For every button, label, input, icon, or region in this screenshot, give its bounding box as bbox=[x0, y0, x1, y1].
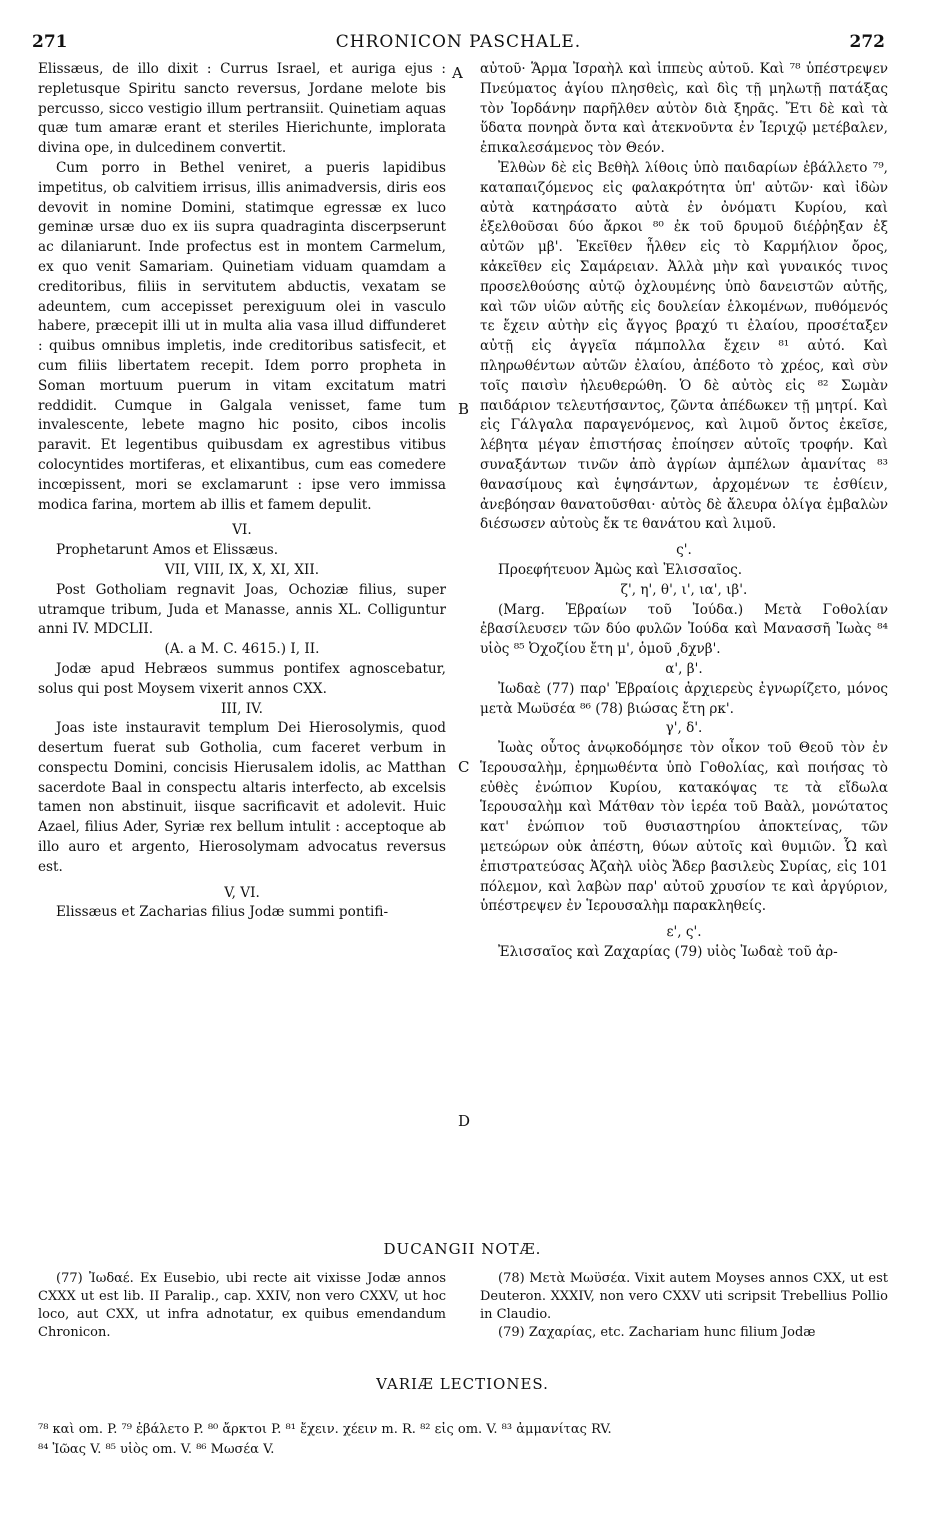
margin-mark-c: C bbox=[458, 758, 470, 776]
section-text: Prophetarunt Amos et Elissæus. bbox=[56, 542, 279, 559]
latin-paragraph: Elissæus, de illo dixit : Currus Israel, et auriga ejus : repletusque Spiritu sancto reversus, Jordane melote bis percusso, sicco vestigio illum pertransiit. Quinetiam aquas quæ tum amaræ erant et steriles Hierichunte, implorata divina ope, in dulcedinem convertit. bbox=[38, 61, 446, 157]
greek-paragraph: αὐτοῦ· Ἅρμα Ἰσραὴλ καὶ ἱππεὺς αὐτοῦ. Καὶ ⁷⁸ ὑπέστρεψεν Πνεύματος ἁγίου πλησθεὶς, καὶ δὶς τῇ μηλωτῇ πατάξας τὸν Ἰορδάνην παρῆλθεν αὐτὸν διὰ ξηρᾶς. Ἔτι δὲ καὶ τὰ ὕδατα πονηρὰ ὄντα καὶ ἀτεκνοῦντα ἐν Ἱεριχῷ μετέβαλεν, ἐπικαλεσάμενος τὸν Θεόν. bbox=[480, 61, 888, 157]
greek-column bbox=[480, 60, 888, 963]
section-heading: ς'. bbox=[676, 542, 692, 559]
page-header bbox=[32, 28, 885, 56]
variae-line: ⁷⁸ καὶ om. P. ⁷⁹ ἐβάλετο P. ⁸⁰ ἄρκτοι P. ⁸¹ ἔχειν. χέειν m. R. ⁸² εἰς om. V. ⁸³ ἀμμανίτας RV. bbox=[38, 1422, 612, 1437]
section-heading: (A. a M. C. 4615.) I, II. bbox=[164, 641, 320, 658]
latin-paragraph: Joas iste instauravit templum Dei Hierosolymis, quod desertum fuerat sub Gotholia, cum faceret verbum in conspectu Domini, concisis Hierusalem idolis, ac Matthan sacerdote Baal in conspectu altaris interfecto, ab excelsis tamen non abstinuit, iisque sacrificavit et adolevit. Huic Azael, filius Ader, Syriæ rex bellum intulit : acceptoque ab illo auro et argento, Hierosolymam advocatus reversus est. bbox=[38, 720, 446, 875]
section-heading: V, VI. bbox=[224, 884, 260, 901]
section-heading: γ', δ'. bbox=[665, 720, 703, 737]
section-heading: ζ', η', θ', ι', ια', ιβ'. bbox=[620, 581, 748, 598]
footnote-right bbox=[480, 1270, 888, 1342]
greek-paragraph: Ἐλθὼν δὲ εἰς Βεθὴλ λίθοις ὑπὸ παιδαρίων ἐβάλλετο ⁷⁹, καταπαιζόμενος εἰς φαλακρότητα ὑπ' αὐτῶν· καὶ ἰδὼν αὐτὰ κατηράσατο αὐτὰ ἐν ὀνόματι Κυρίου, καὶ ἐξελθοῦσαι δύο ἄρκοι ⁸⁰ ἐκ τοῦ δρυμοῦ διέῤῥηξαν ἐξ αὐτῶν μβ'. Ἐκεῖθεν ἦλθεν εἰς τὸ Καρμήλιον ὄρος, κἀκεῖθεν εἰς Σαμάρειαν. Ἀλλὰ μὴν καὶ γυναικός τινος προσελθούσης αὐτῷ ὀχλουμένης ὑπὸ δανειστῶν αὐτῆς, καὶ τῶν υἱῶν αὐτῆς εἰς δουλείαν ἑλκομένων, πυθόμενός τε ἔχειν αὐτὴν εἰς ἄγγος βραχύ τι ἐλαίου, προσέταξεν αὐτῇ εἰς ἀγγεῖα πάμπολλα ἔχειν ⁸¹ αὐτό. Καὶ πληρωθέντων αὐτῶν ἐλαίου, ἀπέδοτο τὸ χρέος, καὶ σὺν τοῖς παισὶν ἠλευθερώθη. Ὁ δὲ αὐτὸς εἰς ⁸² Σωμὰν παιδάριον τελευτήσαντος, ζῶντα ἀπέδωκεν τῇ μητρί. Καὶ εἰς Γάλγαλα παραγενόμενος, καὶ λιμοῦ ὄντος ἐκεῖσε, λέβητα μέγαν ἐπιστήσας ἐποίησεν αὐτοῖς τροφήν. Καὶ συναξάντων τινῶν ἀπὸ ἀγρίων ἀμπέλων ἀμανίτας ⁸³ θανασίμους καὶ ἑψησάντων, ἀρχομένων τε ἐσθίειν, ἀνεβόησαν θανατοῦσθαι· αὐτὸς δὲ ἄλευρα ὀλίγα ἐμβαλὼν διέσωσεν αὐτοὺς ἔκ τε θανάτου καὶ λιμοῦ. bbox=[480, 159, 888, 533]
variae-line: ⁸⁴ Ἰῶας V. ⁸⁵ υἱὸς om. V. ⁸⁶ Μωσέα V. bbox=[38, 1442, 275, 1457]
notes-title: DUCANGII NOTÆ. bbox=[383, 1240, 542, 1258]
latin-paragraph: Cum porro in Bethel veniret, a pueris lapidibus impetitus, ob calvitiem irrisus, illis animadversis, diris eos devovit in nomine Domini, statimque egressæ ex luco geminæ ursæ duo ex iis supra quadraginta discerpserunt ac dilaniarunt. Inde profectus est in montem Carmelum, ex quo venit Samariam. Quinetiam viduam quamdam a creditoribus, filiis in servitutem abductis, vexatam se adeuntem, cum accepisset perexiguum olei in vasculo habere, præcepit illi ut in multa alia vasa illud diffunderet : quibus omnibus impletis, inde creditoribus satisfecit, et cum filiis libertatem recepit. Idem porro propheta in Soman mortuum puerum in vitam excitatum matri reddidit. Cumque in Galgala venisset, fame tum invalescente, lebete magno hic posito, cibos incolis paravit. Et legentibus quibusdam ex agrestibus vitibus colocyntides mortiferas, et elixantibus, cum eas comedere incœpissent, mori se exclamarunt : ipse vero immissa modica farina, mortem ab illis et famem depulit. bbox=[38, 159, 446, 513]
running-title: CHRONICON PASCHALE. bbox=[335, 32, 582, 52]
page-number-right: 272 bbox=[849, 32, 885, 52]
margin-mark-b: B bbox=[458, 400, 470, 418]
footnote-left bbox=[38, 1270, 446, 1342]
variae-lectiones bbox=[38, 1420, 885, 1460]
page-number-left: 271 bbox=[32, 32, 68, 52]
margin-mark-a: A bbox=[452, 64, 463, 82]
section-heading: ε', ς'. bbox=[666, 924, 702, 941]
latin-paragraph: Jodæ apud Hebræos summus pontifex agnoscebatur, solus qui post Moysem vixerit annos CXX. bbox=[38, 660, 446, 697]
footnote-77: (77) Ἰωδαέ. Ex Eusebio, ubi recte ait vixisse Jodæ annos CXXX ut est lib. II Paralip., cap. XXIV, non vero CXXV, ut hoc loco, aut CXX, ut infra adnotatur, ex quibus emendandum Chronicon. bbox=[38, 1271, 446, 1340]
greek-paragraph: Ἰωὰς οὗτος ἀνῳκοδόμησε τὸν οἶκον τοῦ Θεοῦ τὸν ἐν Ἱερουσαλὴμ, ἐρημωθέντα ὑπὸ Γοθολίας, καὶ ποιήσας τὸ εὐθὲς ἐνώπιον Κυρίου, κατακόψας τε τὰ εἴδωλα Ἱερουσαλὴμ καὶ Μάτθαν τὸν ἱερέα τοῦ Βαὰλ, μονώτατος κατ' ἐνώπιον τοῦ θυσιαστηρίου ἀποκτείνας, τῶν μετεώρων οὐκ ἀπέστη, θύων αὐτοῖς καὶ θυμιῶν. Ὧ καὶ ἐπιστρατεύσας Ἀζαὴλ υἱὸς Ἄδερ βασιλεὺς Συρίας, εἰς 101 πόλεμον, καὶ λαβὼν παρ' αὐτοῦ χρυσίον τε καὶ ἀργύριον, ὑπέστρεψεν ἐν Ἱερουσαλὴμ παρακληθείς. bbox=[480, 740, 888, 915]
greek-paragraph: (Marg. Ἑβραίων τοῦ Ἰούδα.) Μετὰ Γοθολίαν ἐβασίλευσεν τῶν δύο φυλῶν Ἰούδα καὶ Μανασσῆ Ἰωὰς ⁸⁴ υἱὸς ⁸⁵ Ὀχοζίου ἔτη μ', ὁμοῦ ͵δχνβ'. bbox=[480, 601, 888, 658]
latin-paragraph: Post Gotholiam regnavit Joas, Ochoziæ filius, super utramque tribum, Juda et Manasse, annis XL. Colliguntur anni IV. MDCLII. bbox=[38, 581, 446, 638]
section-heading: VII, VIII, IX, X, XI, XII. bbox=[164, 561, 320, 578]
section-heading: III, IV. bbox=[221, 700, 263, 717]
section-heading: VI. bbox=[232, 522, 252, 539]
greek-paragraph: Ἰωδαὲ (77) παρ' Ἑβραίοις ἀρχιερεὺς ἐγνωρίζετο, μόνος μετὰ Μωϋσέα ⁸⁶ (78) βιώσας ἔτη ρκ'. bbox=[480, 680, 888, 717]
greek-paragraph: Ἐλισσαῖος καὶ Ζαχαρίας (79) υἱὸς Ἰωδαὲ τοῦ ἀρ- bbox=[498, 944, 838, 961]
section-heading: α', β'. bbox=[665, 660, 703, 677]
section-text: Προεφήτευον Ἀμὼς καὶ Ἐλισσαῖος. bbox=[498, 561, 743, 578]
variae-title: VARIÆ LECTIONES. bbox=[376, 1375, 549, 1393]
footnote-78: (78) Μετὰ Μωϋσέα. Vixit autem Moyses annos CXX, ut est Deuteron. XXXIV, non vero CXXV uti scripsit Trebellius Pollio in Claudio. bbox=[480, 1271, 888, 1322]
latin-paragraph: Elissæus et Zacharias filius Jodæ summi pontifi- bbox=[56, 904, 389, 921]
latin-column bbox=[38, 60, 446, 923]
footnote-79: (79) Ζαχαρίας, etc. Zachariam hunc filium Jodæ bbox=[498, 1325, 816, 1340]
margin-mark-d: D bbox=[458, 1112, 471, 1130]
